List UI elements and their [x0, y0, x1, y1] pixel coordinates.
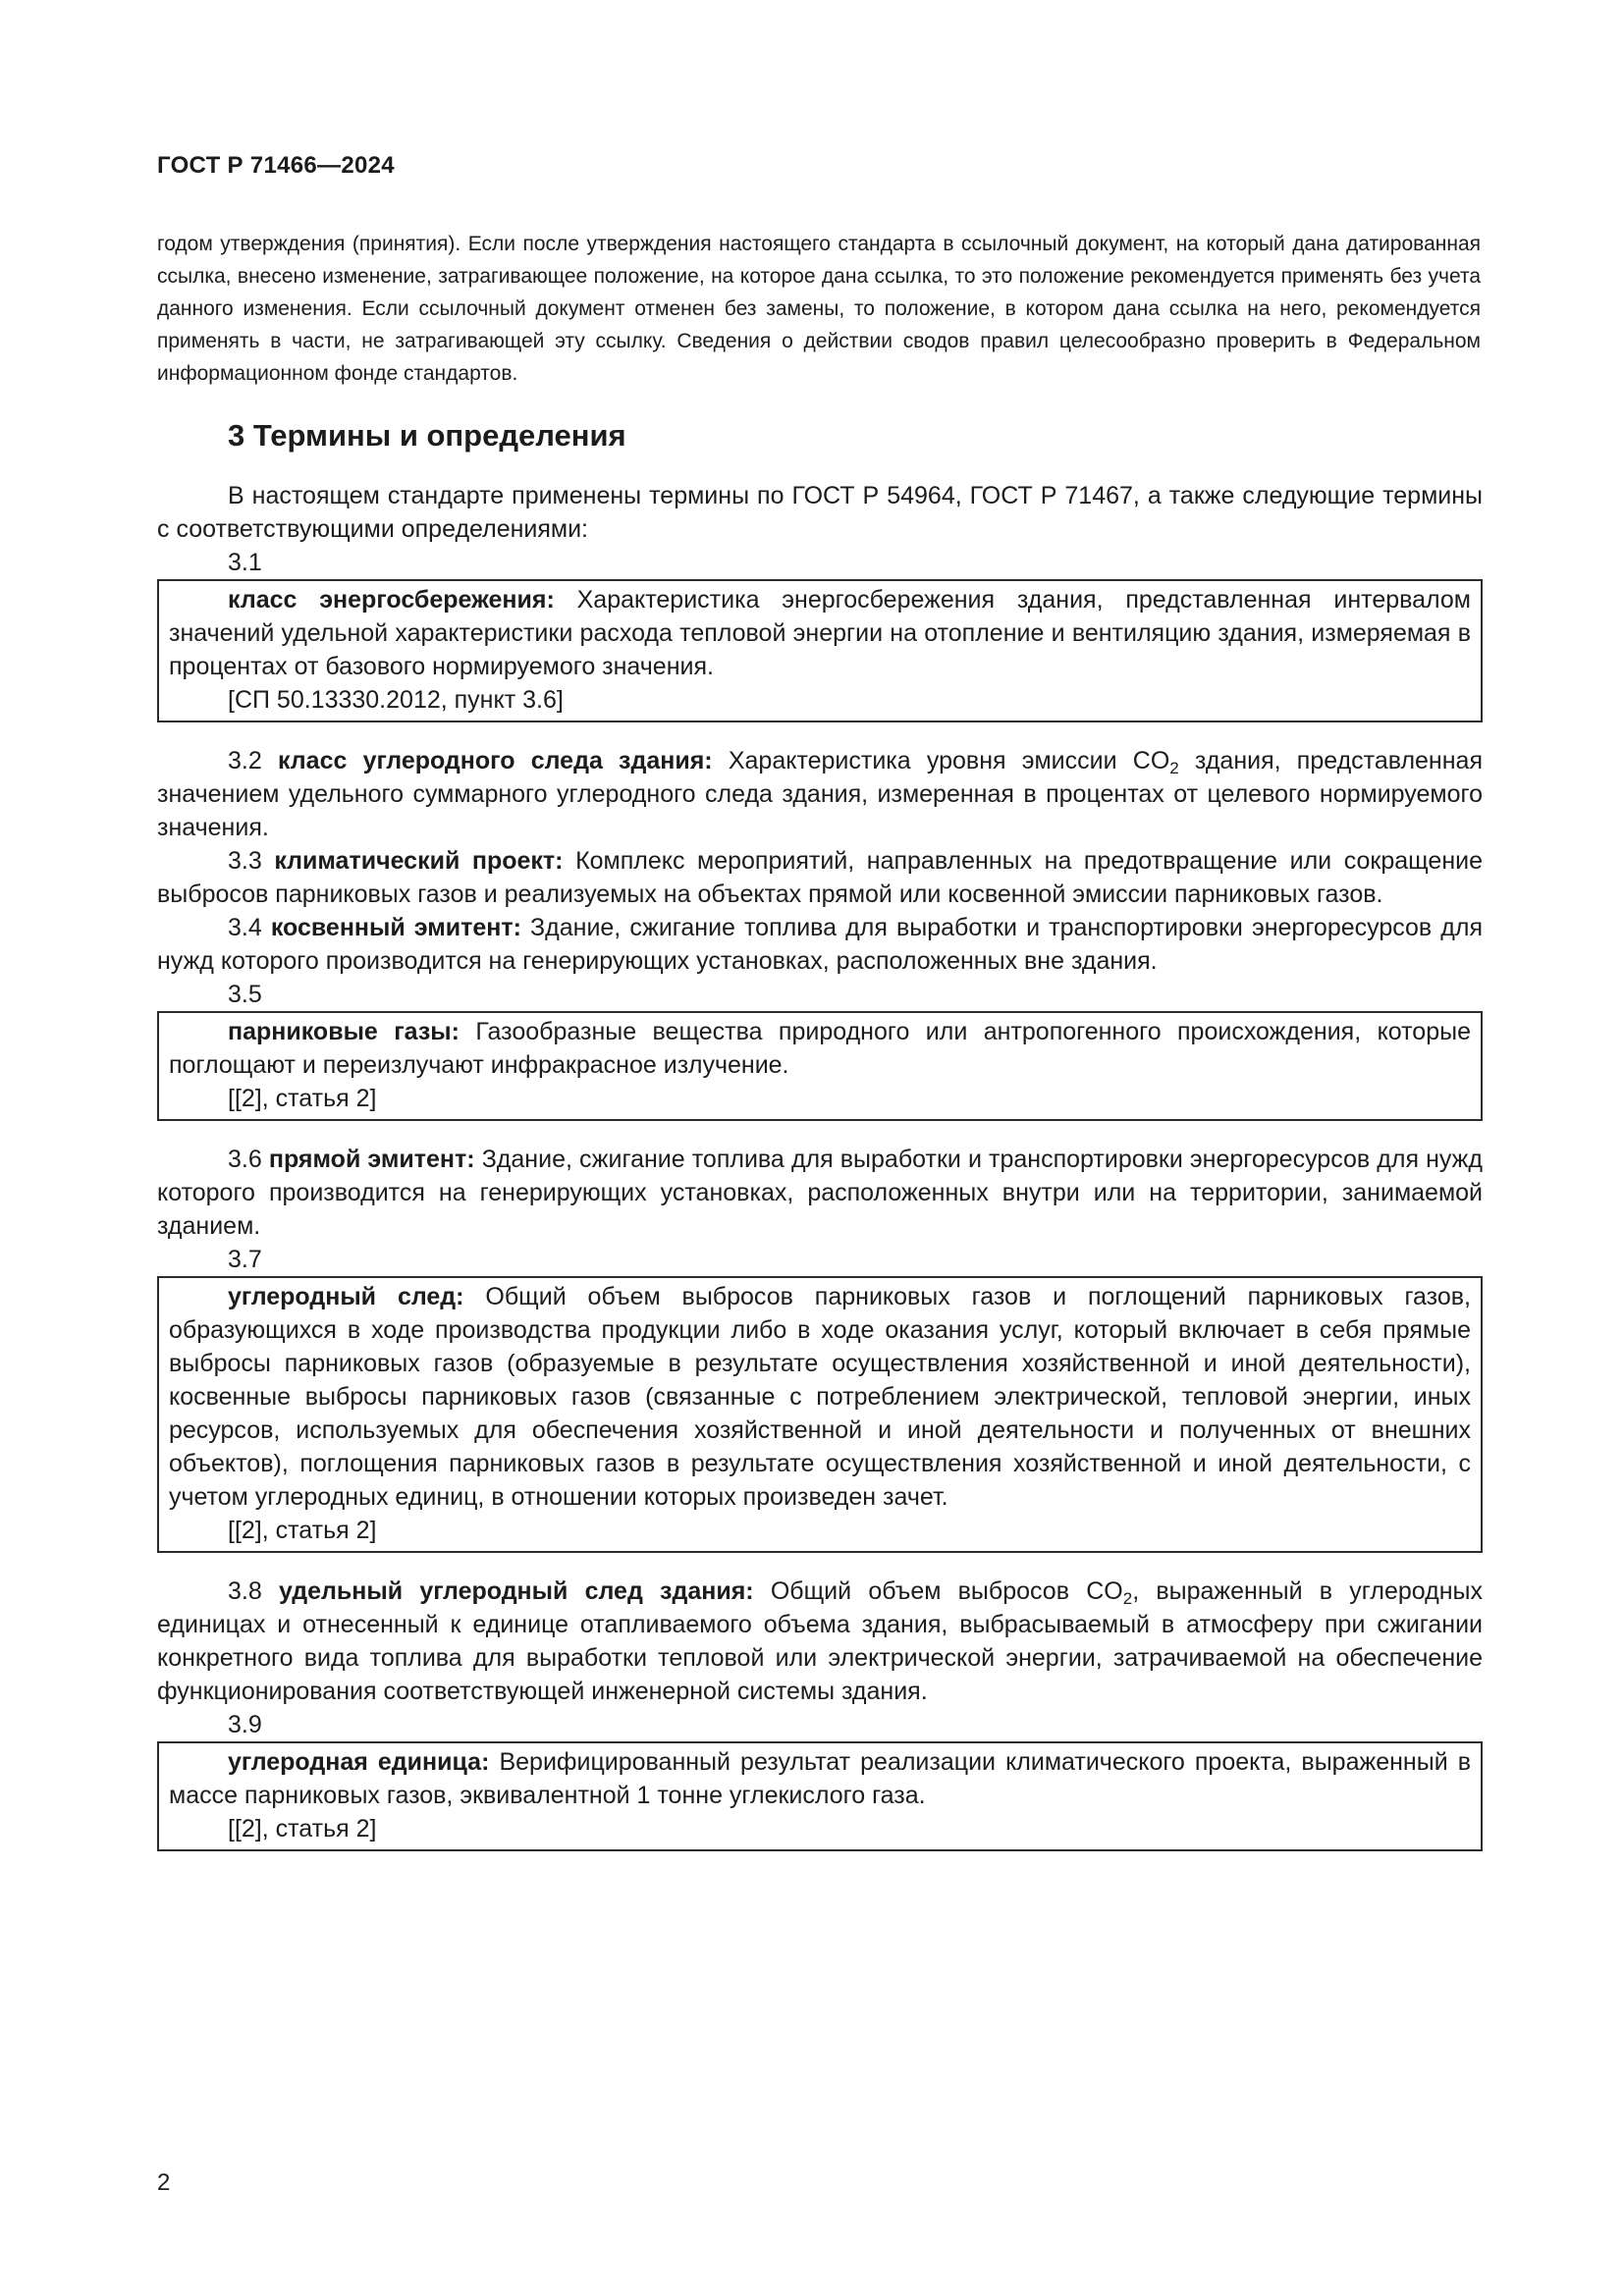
- term-name: углеродный след:: [228, 1283, 464, 1310]
- term-source: [[2], статья 2]: [228, 1815, 377, 1842]
- term-entry-3-8: [157, 1575, 1483, 1708]
- term-box-3-1: [157, 579, 1483, 722]
- term-source: [[2], статья 2]: [228, 1085, 377, 1112]
- term-def-text: Здание, сжигание топлива для выработки и транспортировки энергоресурсов для нужд которого производится на генерирующих установках, расположенных внутри или на территории, занимаемой зданием.: [157, 1146, 1483, 1240]
- term-def-text: Верифицированный результат реализации климатического проекта, выраженный в массе парниковых газов, эквивалентной 1 тонне углекислого газа.: [169, 1748, 1472, 1809]
- term-name: климатический проект:: [274, 847, 564, 875]
- term-name: парниковые газы:: [228, 1018, 460, 1045]
- term-name: косвенный эмитент:: [270, 914, 521, 941]
- term-def-text: Комплекс мероприятий, направленных на предотвращение или сокращение выбросов парниковых газов и реализуемых на объектах прямой или косвенной эмиссии парниковых газов.: [157, 847, 1483, 908]
- term-source: [СП 50.13330.2012, пункт 3.6]: [228, 686, 564, 714]
- section-title: 3 Термины и определения: [228, 418, 626, 453]
- term-entry-3-3: [157, 844, 1483, 911]
- term-def-text: Характеристика энергосбережения здания, представленная интервалом значений удельной характеристики расхода тепловой энергии на отопление и вентиляцию здания, измеряемая в процентах от базового нормируемого значения.: [169, 586, 1471, 680]
- term-source: [[2], статья 2]: [228, 1517, 377, 1544]
- term-def-text: Газообразные вещества природного или антропогенного происхождения, которые поглощают и переизлучают инфракрасное излучение.: [169, 1018, 1471, 1079]
- term-box-3-5: [157, 1011, 1483, 1121]
- term-number: 3.5: [228, 981, 262, 1008]
- term-box-3-9: [157, 1741, 1483, 1851]
- term-def-text: Характеристика уровня эмиссии CO: [712, 747, 1170, 774]
- section-terms: [157, 414, 1483, 1851]
- subscript: 2: [1122, 1588, 1133, 1608]
- term-number: 3.6: [228, 1146, 262, 1173]
- term-number: 3.4: [228, 914, 262, 941]
- term-name: удельный углеродный след здания:: [278, 1577, 754, 1605]
- term-number: 3.1: [228, 549, 262, 576]
- term-definition: [169, 1280, 1471, 1514]
- intro-paragraph: годом утверждения (принятия). Если после утверждения настоящего стандарта в ссылочный документ, на который дана датированная ссылка, внесено изменение, затрагивающее положение, на которое дана ссылка, то это положение рекомендуется применять без учета данного изменения. Если ссылочный документ отменен без замены, то положение, в котором дана ссылка на него, рекомендуется применять в части, не затрагивающей эту ссылку. Сведения о действии сводов правил целесообразно проверить в Федеральном информационном фонде стандартов.: [157, 233, 1481, 385]
- term-number: 3.2: [228, 747, 262, 774]
- term-def-text: Общий объем выбросов CO: [753, 1577, 1123, 1605]
- term-definition: [169, 583, 1471, 683]
- term-name: класс энергосбережения:: [228, 586, 555, 614]
- section-lead: В настоящем стандарте применены термины по ГОСТ Р 54964, ГОСТ Р 71467, а также следующие термины с соответствующими определениями:: [157, 482, 1483, 543]
- term-number: 3.7: [228, 1246, 262, 1273]
- term-definition: [169, 1015, 1471, 1082]
- term-number: 3.3: [228, 847, 262, 875]
- term-def-text: Общий объем выбросов парниковых газов и поглощений парниковых газов, образующихся в ходе производства продукции либо в ходе оказания услуг, который включает в себя прямые выбросы парниковых газов (образуемые в результате осуществления хозяйственной и иной деятельности), косвенные выбросы парниковых газов (связанные с потреблением электрической, тепловой энергии, иных ресурсов, используемых для обеспечения хозяйственной и иной деятельности и полученных от внешних объектов), поглощения парниковых газов в результате осуществления хозяйственной и иной деятельности, с учетом углеродных единиц, в отношении которых произведен зачет.: [169, 1283, 1471, 1511]
- document-header: ГОСТ Р 71466—2024: [157, 152, 395, 179]
- term-box-3-7: [157, 1276, 1483, 1553]
- subscript: 2: [1169, 758, 1179, 777]
- page-number: 2: [157, 2169, 171, 2196]
- term-number: 3.9: [228, 1711, 262, 1738]
- term-name: углеродная единица:: [228, 1748, 490, 1776]
- term-name: прямой эмитент:: [268, 1146, 475, 1173]
- term-def-text: здания, представленная значением удельного суммарного углеродного следа здания, измеренная в процентах от целевого нормируемого значения.: [157, 747, 1483, 841]
- term-def-text: , выраженный в углеродных единицах и отнесенный к единице отапливаемого объема здания, выбрасываемый в атмосферу при сжигании конкретного вида топлива для выработки тепловой или электрической энергии, затрачиваемой на обеспечение функционирования соответствующей инженерной системы здания.: [157, 1577, 1483, 1705]
- term-entry-3-2: [157, 744, 1483, 844]
- term-number: 3.8: [228, 1577, 262, 1605]
- term-def-text: Здание, сжигание топлива для выработки и транспортировки энергоресурсов для нужд которого производится на генерирующих установках, расположенных вне здания.: [157, 914, 1483, 975]
- term-entry-3-4: [157, 911, 1483, 978]
- term-name: класс углеродного следа здания:: [277, 747, 713, 774]
- term-definition: [169, 1745, 1471, 1812]
- term-entry-3-6: [157, 1143, 1483, 1243]
